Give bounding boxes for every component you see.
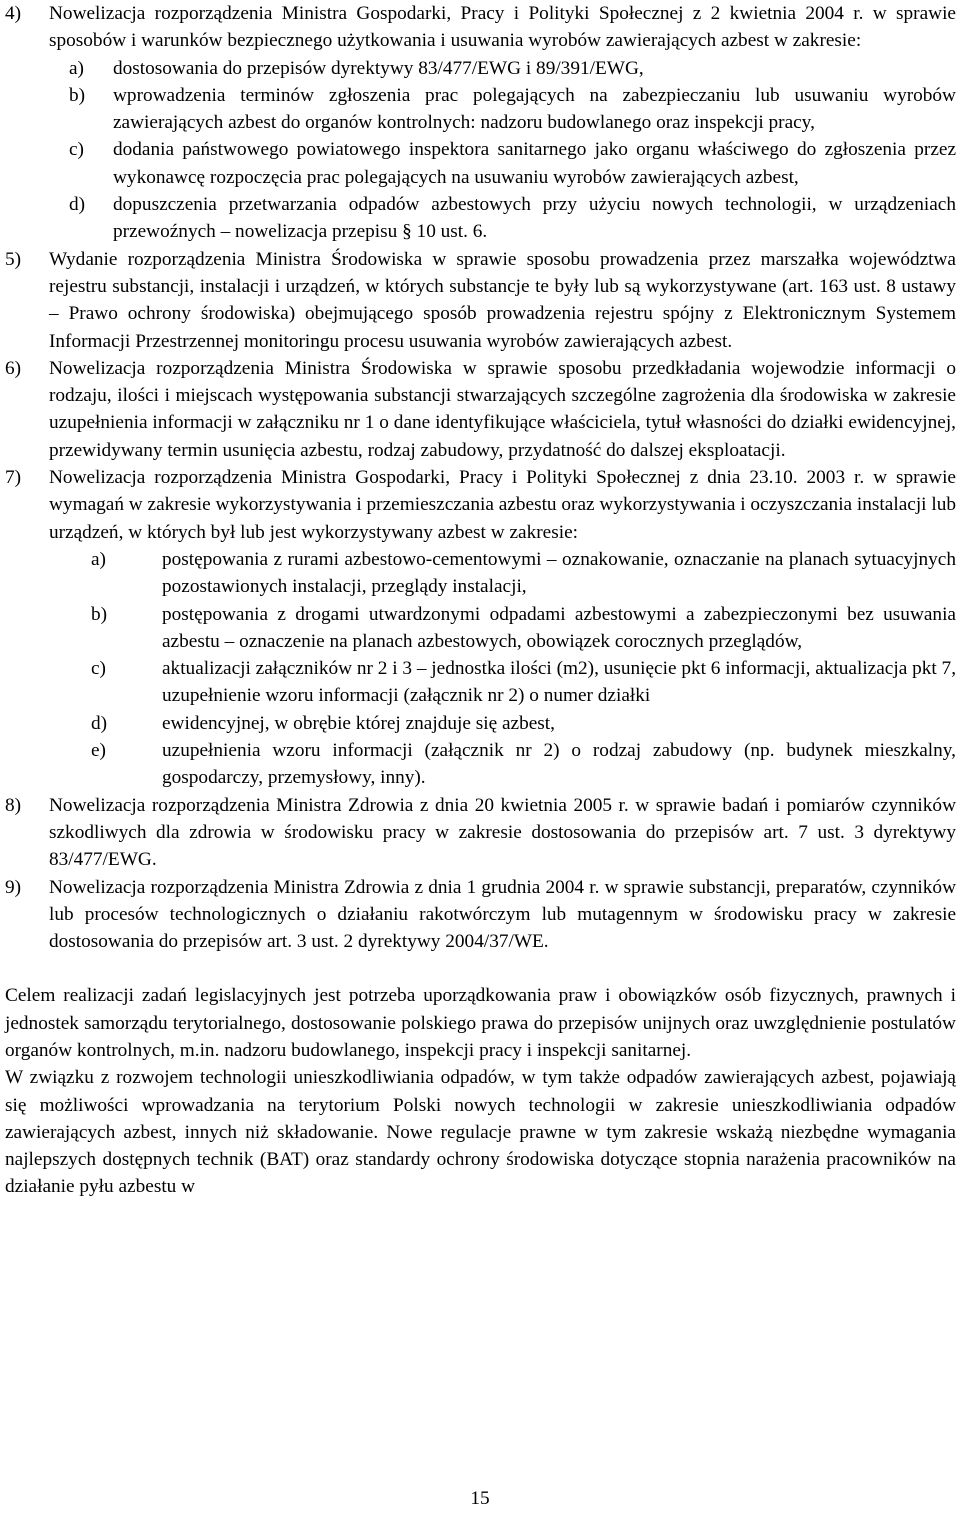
item-number: 5) <box>5 248 22 270</box>
list-item-8 <box>5 792 956 874</box>
sublist-4 <box>69 55 956 246</box>
subitem-label: d) <box>91 712 108 734</box>
subitem <box>91 737 956 792</box>
paragraph-spacer <box>5 955 956 982</box>
subitem <box>91 601 956 656</box>
subitem <box>69 191 956 246</box>
item-text: Nowelizacja rozporządzenia Ministra Zdrowia z dnia 20 kwietnia 2005 r. w sprawie badań i pomiarów czynników szkodliwych dla zdrowia w środowisku pracy w zakresie dostosowania do przepisów art. 7 ust. 3 dyrektywy 83/477/EWG. <box>49 794 956 871</box>
document-page <box>5 0 956 1201</box>
list-item-4 <box>5 0 956 55</box>
item-number: 4) <box>5 3 22 24</box>
item-number: 7) <box>5 467 22 489</box>
subitem-label: d) <box>69 194 86 216</box>
subitem-text: postępowania z drogami utwardzonymi odpadami azbestowymi a zabezpieczonymi bez usuwania azbestu – oznaczenie na planach azbestowych, obowiązek corocznych przeglądów, <box>162 603 956 652</box>
subitem-label: a) <box>69 57 84 79</box>
item-text: Nowelizacja rozporządzenia Ministra Gospodarki, Pracy i Polityki Społecznej z dnia 23.10. 2003 r. w sprawie wymagań w zakresie wykorzystywania i przemieszczania azbestu oraz wykorzystywania i oczyszczania instalacji lub urządzeń, w których był lub jest wykorzystywany azbest w zakresie: <box>49 467 956 543</box>
subitem-text: postępowania z rurami azbestowo-cementowymi – oznakowanie, oznaczanie na planach sytuacyjnych pozostawionych instalacji, przeglądy instalacji, <box>162 548 956 598</box>
subitem-text: aktualizacji załączników nr 2 i 3 – jednostka ilości (m2), usunięcie pkt 6 informacji, aktualizacja pkt 7, uzupełnienie wzoru informacji (załącznik nr 2) o numer działki <box>162 658 957 707</box>
subitem-label: b) <box>69 84 86 106</box>
item-text: Nowelizacja rozporządzenia Ministra Gospodarki, Pracy i Polityki Społecznej z 2 kwietnia 2004 r. w sprawie sposobów i warunków bezpiecznego użytkowania i usuwania wyrobów zawierających azbest w zakresie: <box>49 3 956 52</box>
subitem-label: a) <box>91 548 106 570</box>
body-paragraph: Celem realizacji zadań legislacyjnych jest potrzeba uporządkowania praw i obowiązków osób fizycznych, prawnych i jednostek samorządu terytorialnego, dostosowanie polskiego prawa do przepisów unijnych oraz uwzględnienie postulatów organów kontrolnych, m.in. nadzoru budowlanego, inspekcji pracy i inspekcji sanitarnej. <box>5 985 956 1061</box>
list-item-9 <box>5 874 956 956</box>
subitem <box>69 136 956 191</box>
subitem-label: c) <box>91 658 106 680</box>
subitem <box>69 55 956 82</box>
subitem-text: uzupełnienia wzoru informacji (załącznik nr 2) o rodzaj zabudowy (np. budynek mieszkalny, gospodarczy, przemysłowy, inny). <box>162 740 956 789</box>
subitem <box>91 710 956 737</box>
subitem-text: dostosowania do przepisów dyrektywy 83/477/EWG i 89/391/EWG, <box>113 57 644 79</box>
sublist-7 <box>91 546 956 792</box>
list-item-6 <box>5 355 956 464</box>
subitem-text: wprowadzenia terminów zgłoszenia prac polegających na zabezpieczaniu lub usuwaniu wyrobów zawierających azbest do organów kontrolnych: nadzoru budowlanego oraz inspekcji pracy, <box>113 84 956 134</box>
subitem-label: c) <box>69 139 84 161</box>
subitem <box>91 655 956 710</box>
subitem-text: dopuszczenia przetwarzania odpadów azbestowych przy użyciu nowych technologii, w urządzeniach przewoźnych – nowelizacja przepisu § 10 ust. 6. <box>113 194 956 243</box>
body-paragraph: W związku z rozwojem technologii unieszkodliwiania odpadów, w tym także odpadów zawierających azbest, pojawiają się możliwości wprowadzania na terytorium Polski nowych technologii w zakresie unieszkodliwiania odpadów zawierających azbest, innych niż składowanie. Nowe regulacje prawne w tym zakresie wskażą niezbędne wymagania najlepszych dostępnych technik (BAT) oraz standardy ochrony środowiska dotyczące stopnia narażenia pracowników na działanie pyłu azbestu w <box>5 1067 956 1198</box>
list-item-7 <box>5 464 956 546</box>
subitem-label: e) <box>91 740 106 762</box>
item-text: Wydanie rozporządzenia Ministra Środowiska w sprawie sposobu prowadzenia przez marszałka województwa rejestru substancji, instalacji i urządzeń, w których substancje te były lub są wykorzystywane (art. 163 ust. 8 ustawy – Prawo ochrony środowiska) obejmującego sposób prowadzenia rejestru spójny z Elektronicznym Systemem Informacji Przestrzennej monitoringu procesu usuwania wyrobów zawierających azbest. <box>49 248 956 352</box>
item-number: 8) <box>5 794 22 816</box>
subitem-text: dodania państwowego powiatowego inspektora sanitarnego jako organu właściwego do zgłoszenia przez wykonawcę rozpoczęcia prac polegających na usuwaniu wyrobów zawierających azbest, <box>113 139 956 188</box>
page-number: 15 <box>470 1488 490 1509</box>
list-item-5 <box>5 246 956 355</box>
subitem <box>69 82 956 137</box>
item-text: Nowelizacja rozporządzenia Ministra Środowiska w sprawie sposobu przedkładania wojewodzie informacji o rodzaju, ilości i miejscach występowania substancji stwarzających szczególne zagrożenia dla środowiska w zakresie uzupełnienia informacji w załączniku nr 1 o dane identyfikujące właściciela, tytuł własności do działki ewidencyjnej, przewidywany termin usunięcia azbestu, rodzaj zabudowy, przydatność do dalszej eksploatacji. <box>49 357 956 461</box>
item-text: Nowelizacja rozporządzenia Ministra Zdrowia z dnia 1 grudnia 2004 r. w sprawie substancji, preparatów, czynników lub procesów technologicznych o działaniu rakotwórczym lub mutagennym w środowisku pracy w zakresie dostosowania do przepisów art. 3 ust. 2 dyrektywy 2004/37/WE. <box>49 876 956 953</box>
subitem-label: b) <box>91 603 108 625</box>
subitem-text: ewidencyjnej, w obrębie której znajduje się azbest, <box>162 712 555 734</box>
item-number: 9) <box>5 876 22 898</box>
item-number: 6) <box>5 357 22 379</box>
subitem <box>91 546 956 601</box>
